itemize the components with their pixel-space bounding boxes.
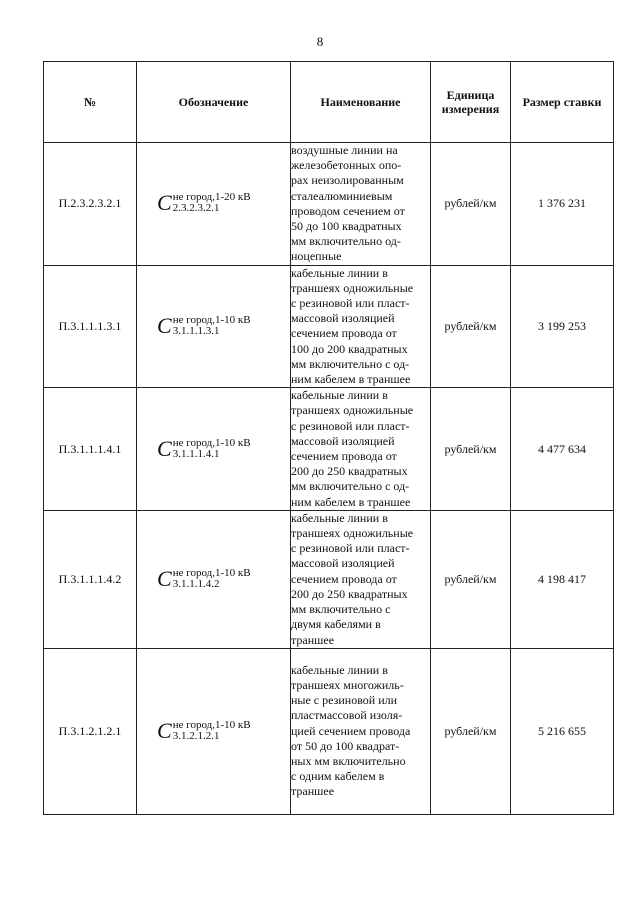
row-code: П.3.1.1.1.4.1	[44, 388, 137, 511]
name-line: 200 до 250 квадратных	[291, 586, 408, 601]
name-line: мм включительно с од-	[291, 479, 410, 494]
symbol-subscript: 3.1.1.1.4.1	[172, 447, 220, 460]
name-line: железобетонных опо-	[291, 158, 402, 173]
rate-symbol	[157, 565, 251, 591]
symbol-superscript: не город,1-10 кВ	[172, 566, 251, 579]
row-rate: 5 216 655	[511, 648, 614, 814]
table-row	[44, 648, 614, 814]
row-name	[291, 265, 431, 388]
header-name: Наименование	[291, 62, 431, 143]
name-line: траншеях одножильные	[291, 280, 414, 295]
row-rate: 4 198 417	[511, 510, 614, 648]
name-line: массовой изоляцией	[291, 433, 395, 448]
row-name	[291, 388, 431, 511]
name-line: мм включительно с	[291, 602, 391, 617]
symbol-letter: C	[157, 435, 172, 461]
name-line: 50 до 100 квадратных	[291, 219, 402, 234]
header-number: №	[44, 62, 137, 143]
rate-symbol	[157, 312, 251, 338]
name-line: пластмассовой изоля-	[291, 708, 403, 723]
row-designation	[137, 143, 291, 266]
header-rate: Размер ставки	[511, 62, 614, 143]
name-line: сечением провода от	[291, 326, 397, 341]
symbol-indices	[173, 568, 251, 590]
name-line: двумя кабелями в	[291, 617, 381, 632]
name-line: сечением провода от	[291, 571, 397, 586]
symbol-subscript: 3.1.1.1.4.2	[172, 577, 220, 590]
name-line: с резиновой или пласт-	[291, 418, 410, 433]
name-line: траншеях многожиль-	[291, 677, 404, 692]
symbol-subscript: 2.3.2.3.2.1	[172, 202, 220, 215]
row-rate: 3 199 253	[511, 265, 614, 388]
symbol-letter: C	[157, 565, 172, 591]
name-line: траншее	[291, 784, 335, 799]
rate-symbol	[157, 717, 251, 743]
name-line: проводом сечением от	[291, 203, 405, 218]
name-line: воздушные линии на	[291, 143, 398, 157]
header-unit: Единица измерения	[431, 62, 511, 143]
row-unit: рублей/км	[431, 143, 511, 266]
name-line: сечением провода от	[291, 449, 397, 464]
row-code: П.3.1.2.1.2.1	[44, 648, 137, 814]
row-code: П.3.1.1.1.4.2	[44, 510, 137, 648]
symbol-superscript: не город,1-10 кВ	[172, 436, 251, 449]
name-line: массовой изоляцией	[291, 311, 395, 326]
name-line: траншее	[291, 632, 335, 647]
row-rate: 4 477 634	[511, 388, 614, 511]
name-line: ные с резиновой или	[291, 693, 398, 708]
name-line: мм включительно од-	[291, 234, 401, 249]
rate-symbol	[157, 435, 251, 461]
table-row	[44, 510, 614, 648]
name-line: траншеях одножильные	[291, 526, 414, 541]
symbol-indices	[173, 192, 251, 214]
symbol-letter: C	[157, 717, 172, 743]
row-code: П.3.1.1.1.3.1	[44, 265, 137, 388]
name-line: ноцепные	[291, 249, 342, 264]
page-number: 8	[316, 34, 324, 49]
symbol-superscript: не город,1-10 кВ	[172, 718, 251, 731]
row-name	[291, 510, 431, 648]
name-line: с резиновой или пласт-	[291, 296, 410, 311]
table-row	[44, 388, 614, 511]
header-designation: Обозначение	[137, 62, 291, 143]
name-line: сталеалюминиевым	[291, 188, 393, 203]
row-designation	[137, 510, 291, 648]
name-line: ним кабелем в траншее	[291, 372, 411, 387]
name-line: от 50 до 100 квадрат-	[291, 738, 400, 753]
symbol-superscript: не город,1-10 кВ	[172, 313, 251, 326]
row-rate: 1 376 231	[511, 143, 614, 266]
name-line: рах неизолированным	[291, 173, 404, 188]
name-line: ним кабелем в траншее	[291, 494, 411, 509]
row-unit: рублей/км	[431, 510, 511, 648]
symbol-subscript: 3.1.2.1.2.1	[172, 729, 220, 742]
name-line: кабельные линии в	[291, 388, 388, 403]
name-line: с резиновой или пласт-	[291, 541, 410, 556]
name-line: массовой изоляцией	[291, 556, 395, 571]
name-line: 200 до 250 квадратных	[291, 464, 408, 479]
table-row	[44, 265, 614, 388]
row-designation	[137, 648, 291, 814]
name-line: кабельные линии в	[291, 510, 388, 525]
symbol-letter: C	[157, 190, 172, 216]
row-unit: рублей/км	[431, 648, 511, 814]
name-line: ных мм включительно	[291, 754, 406, 768]
header-row	[44, 62, 614, 143]
symbol-superscript: не город,1-20 кВ	[172, 191, 251, 204]
table-row	[44, 143, 614, 266]
symbol-letter: C	[157, 312, 172, 338]
row-unit: рублей/км	[431, 388, 511, 511]
row-designation	[137, 388, 291, 511]
name-line: кабельные линии в	[291, 265, 388, 280]
name-line: цией сечением провода	[291, 723, 411, 738]
row-name	[291, 143, 431, 266]
tariff-table	[43, 61, 614, 815]
row-designation	[137, 265, 291, 388]
symbol-indices	[173, 315, 251, 337]
name-line: траншеях одножильные	[291, 403, 414, 418]
rate-symbol	[157, 192, 251, 214]
row-unit: рублей/км	[431, 265, 511, 388]
name-line: кабельные линии в	[291, 662, 388, 677]
symbol-subscript: 3.1.1.1.3.1	[172, 324, 220, 337]
row-code: П.2.3.2.3.2.1	[44, 143, 137, 266]
name-line: с одним кабелем в	[291, 769, 385, 784]
name-line: мм включительно с од-	[291, 356, 410, 371]
symbol-indices	[173, 438, 251, 460]
row-name	[291, 648, 431, 814]
name-line: 100 до 200 квадратных	[291, 341, 408, 356]
symbol-indices	[173, 720, 251, 742]
